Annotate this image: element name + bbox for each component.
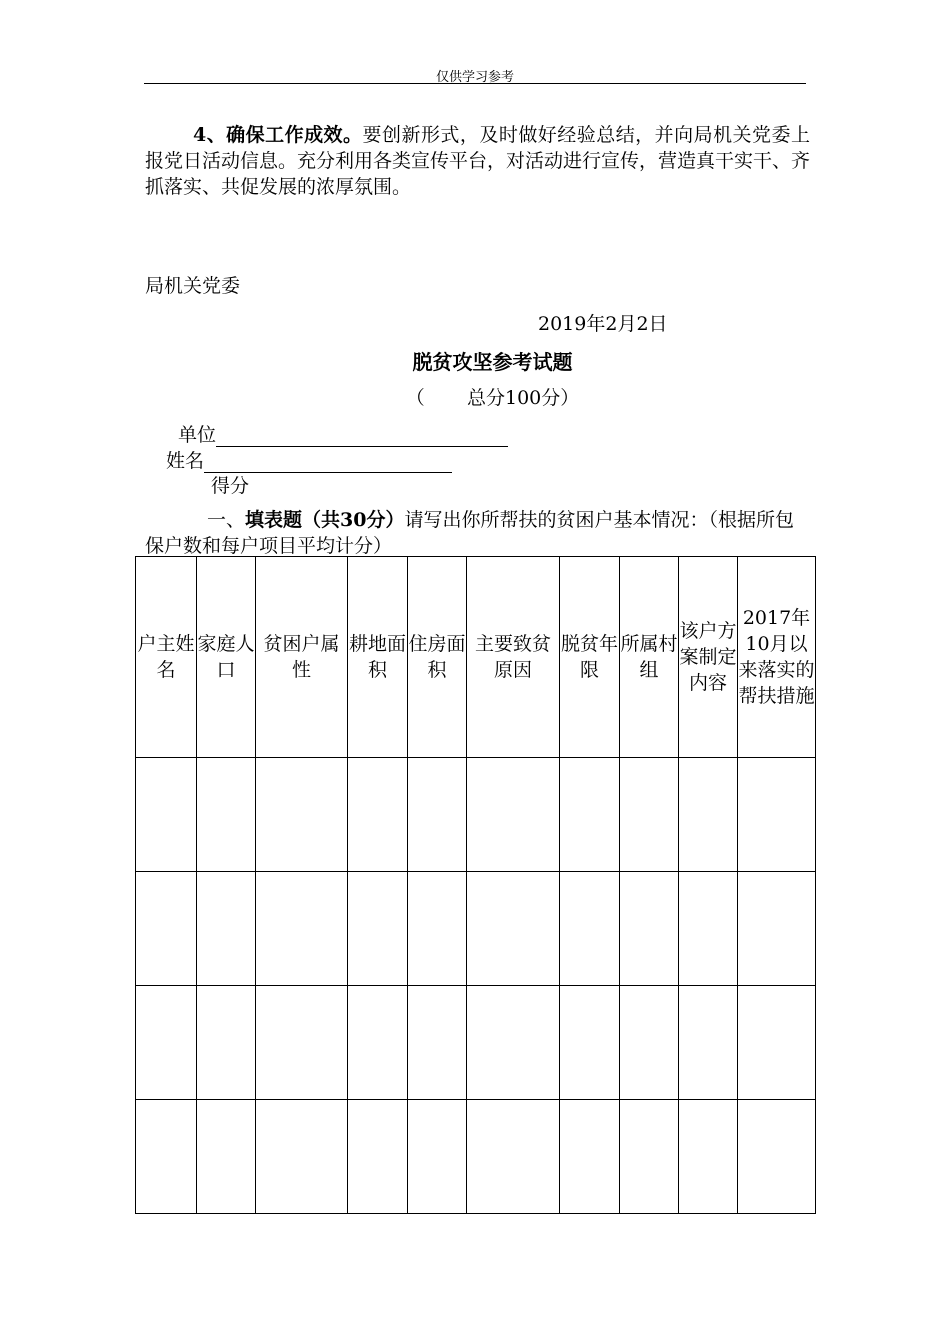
table-row: [136, 1100, 816, 1214]
header-divider: [144, 83, 806, 84]
header-cell: [256, 557, 348, 758]
header-cell: [560, 557, 620, 758]
table-cell[interactable]: [256, 872, 348, 986]
header-housing-area: 住房面积: [408, 633, 466, 681]
poverty-household-table: [135, 556, 816, 1214]
work-effect-paragraph: [145, 122, 810, 200]
table-cell[interactable]: [408, 1100, 467, 1214]
table-cell[interactable]: [679, 872, 738, 986]
header-plan-content: 该户方案制定内容: [679, 620, 737, 694]
q1-heading: 填表题（共30分）: [245, 509, 405, 531]
table-cell[interactable]: [560, 1100, 620, 1214]
table-cell[interactable]: [256, 758, 348, 872]
table-cell[interactable]: [256, 1100, 348, 1214]
table-cell[interactable]: [467, 758, 560, 872]
score-field: [211, 471, 249, 498]
header-cell: [679, 557, 738, 758]
unit-field: [178, 420, 508, 447]
header-exit-year: 脱贫年限: [560, 633, 618, 681]
header-cell: [738, 557, 816, 758]
table-cell[interactable]: [197, 986, 256, 1100]
table-cell[interactable]: [738, 758, 816, 872]
unit-input-line[interactable]: [216, 426, 508, 447]
q1-prefix: 一、: [207, 509, 246, 531]
signature-org: 局机关党委: [145, 275, 241, 297]
table-cell[interactable]: [408, 758, 467, 872]
question-1: [145, 507, 810, 559]
table-cell[interactable]: [136, 1100, 197, 1214]
table-cell[interactable]: [348, 1100, 408, 1214]
table-cell[interactable]: [560, 986, 620, 1100]
table-cell[interactable]: [348, 758, 408, 872]
table-row: [136, 758, 816, 872]
page-header-text: 仅供学习参考: [435, 70, 514, 85]
table-cell[interactable]: [467, 1100, 560, 1214]
table-cell[interactable]: [620, 1100, 679, 1214]
header-poverty-cause: 主要致贫原因: [474, 633, 551, 681]
name-label: 姓名: [166, 450, 205, 472]
table-row: [136, 986, 816, 1100]
table-cell[interactable]: [620, 758, 679, 872]
header-assistance-measures: 2017年10月以来落实的帮扶措施: [738, 607, 815, 707]
table-cell[interactable]: [679, 986, 738, 1100]
table-cell[interactable]: [197, 758, 256, 872]
paragraph-lead: 4、确保工作成效。: [193, 124, 363, 146]
table-cell[interactable]: [738, 986, 816, 1100]
table-cell[interactable]: [738, 1100, 816, 1214]
header-village-group: 所属村组: [620, 633, 678, 681]
table-cell[interactable]: [408, 872, 467, 986]
unit-label: 单位: [178, 424, 217, 446]
table-cell[interactable]: [679, 1100, 738, 1214]
header-family-size: 家庭人口: [197, 633, 255, 681]
name-input-line[interactable]: [204, 452, 452, 473]
table-cell[interactable]: [136, 986, 197, 1100]
table-header-row: [136, 557, 816, 758]
table-cell[interactable]: [197, 1100, 256, 1214]
table-cell[interactable]: [560, 758, 620, 872]
table-cell[interactable]: [560, 872, 620, 986]
table-cell[interactable]: [620, 872, 679, 986]
header-cell: [467, 557, 560, 758]
score-label: 得分: [211, 475, 250, 497]
paragraph-body: 要创新形式，及时做好经验总结，并向局机关党委上报党日活动信息。充分利用各类宣传平台，对活动进行宣传，营造真干实干、齐抓落实、共促发展的浓厚氛围。: [145, 124, 811, 198]
table-cell[interactable]: [348, 872, 408, 986]
exam-title: 脱贫攻坚参考试题: [412, 350, 573, 374]
table-cell[interactable]: [136, 872, 197, 986]
table-cell[interactable]: [197, 872, 256, 986]
header-cell: [197, 557, 256, 758]
header-poverty-attribute: 贫困户属性: [263, 633, 340, 681]
header-farmland-area: 耕地面积: [348, 633, 406, 681]
table-cell[interactable]: [620, 986, 679, 1100]
table-cell[interactable]: [467, 986, 560, 1100]
table-cell[interactable]: [256, 986, 348, 1100]
header-cell: [348, 557, 408, 758]
table-cell[interactable]: [467, 872, 560, 986]
header-householder: 户主姓名: [137, 633, 195, 681]
header-cell: [620, 557, 679, 758]
name-field: [166, 446, 452, 473]
header-cell: [408, 557, 467, 758]
table-row: [136, 872, 816, 986]
q1-text: 请写出你所帮扶的贫困户基本情况：（根据所包保户数和每户项目平均计分）: [145, 509, 794, 557]
table-cell[interactable]: [136, 758, 197, 872]
exam-subtitle: （ 总分100分）: [405, 387, 580, 409]
header-cell: [136, 557, 197, 758]
table-cell[interactable]: [408, 986, 467, 1100]
table-cell[interactable]: [679, 758, 738, 872]
table-cell[interactable]: [738, 872, 816, 986]
signature-date: 2019年2月2日: [538, 313, 668, 335]
table-cell[interactable]: [348, 986, 408, 1100]
